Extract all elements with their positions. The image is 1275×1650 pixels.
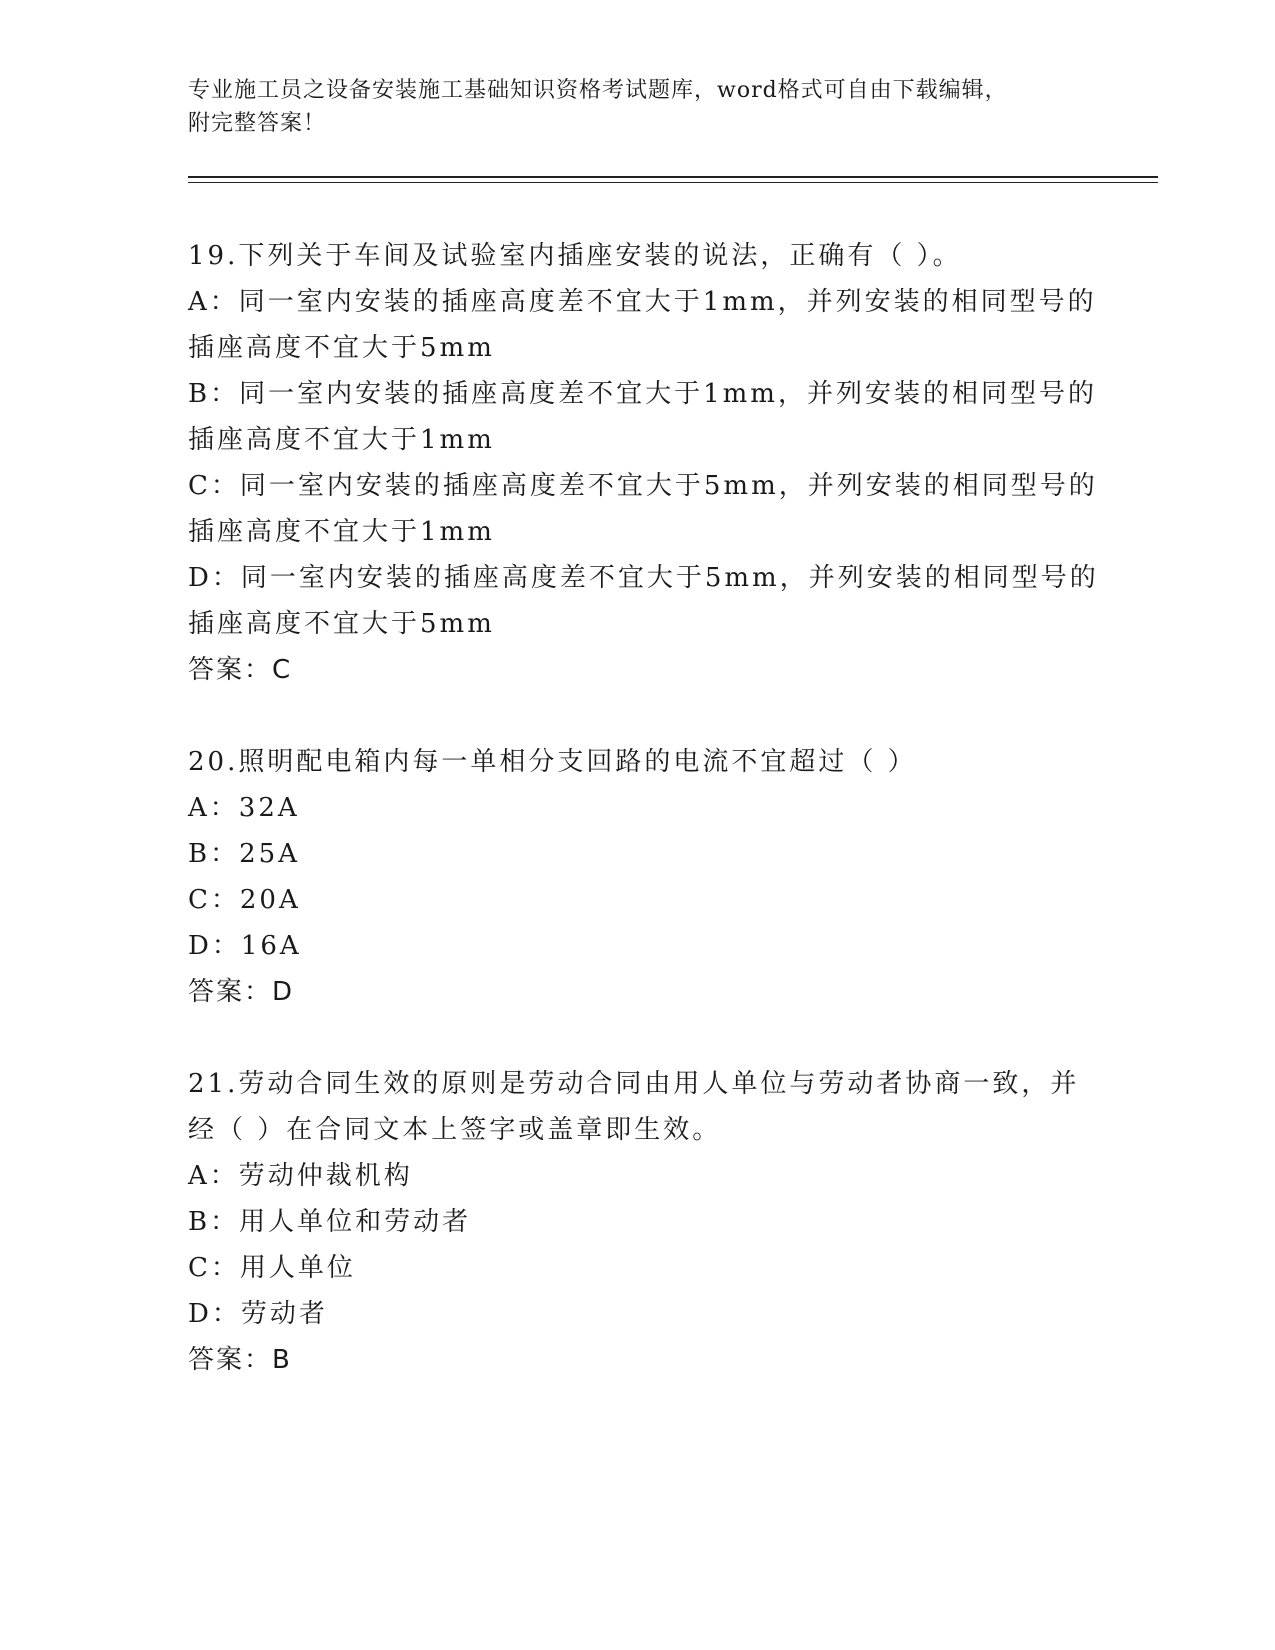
document-header (188, 74, 1088, 140)
option-b: B：25A (188, 839, 300, 869)
answer-label: 答案：B (188, 1345, 292, 1375)
option-line: C：同一室内安装的插座高度差不宜大于5mm，并列安装的相同型号的 (188, 471, 1098, 501)
option-line: D：同一室内安装的插座高度差不宜大于5mm，并列安装的相同型号的 (188, 563, 1099, 593)
option-a: A：32A (188, 793, 300, 823)
option-line: B：同一室内安装的插座高度差不宜大于1mm，并列安装的相同型号的 (188, 379, 1097, 409)
option-d: D：劳动者 (188, 1299, 328, 1329)
question-stem: 21.劳动合同生效的原则是劳动合同由用人单位与劳动者协商一致，并 (188, 1069, 1080, 1099)
option-d: D：16A (188, 931, 302, 961)
option-c: C：用人单位 (188, 1253, 356, 1283)
header-line-2: 附完整答案！ (188, 111, 327, 136)
option-line: 插座高度不宜大于5mm (188, 609, 495, 639)
header-line-1: 专业施工员之设备安装施工基础知识资格考试题库，word格式可自由下载编辑， (188, 78, 1008, 103)
question-stem: 20.照明配电箱内每一单相分支回路的电流不宜超过（ ） (188, 747, 917, 777)
option-d (188, 555, 1099, 647)
option-a: A：劳动仲裁机构 (188, 1161, 413, 1191)
header-divider-thick (188, 176, 1158, 178)
question-list (188, 233, 1099, 1429)
question-stem-continued: 经（ ）在合同文本上签字或盖章即生效。 (188, 1115, 722, 1145)
question-stem: 19.下列关于车间及试验室内插座安装的说法，正确有（ ）。 (188, 241, 962, 271)
option-line: 插座高度不宜大于1mm (188, 517, 495, 547)
answer-label: 答案：D (188, 977, 295, 1007)
option-b (188, 371, 1097, 463)
option-b: B：用人单位和劳动者 (188, 1207, 472, 1237)
header-divider-thin (188, 182, 1158, 183)
option-line: A：同一室内安装的插座高度差不宜大于1mm，并列安装的相同型号的 (188, 287, 1097, 317)
option-c: C：20A (188, 885, 301, 915)
answer-label: 答案：C (188, 655, 293, 685)
option-line: 插座高度不宜大于1mm (188, 425, 495, 455)
option-c (188, 463, 1098, 555)
option-line: 插座高度不宜大于5mm (188, 333, 495, 363)
question-21 (188, 1061, 1088, 1383)
question-19 (188, 233, 1099, 693)
option-a (188, 279, 1097, 371)
question-20 (188, 739, 1088, 1015)
